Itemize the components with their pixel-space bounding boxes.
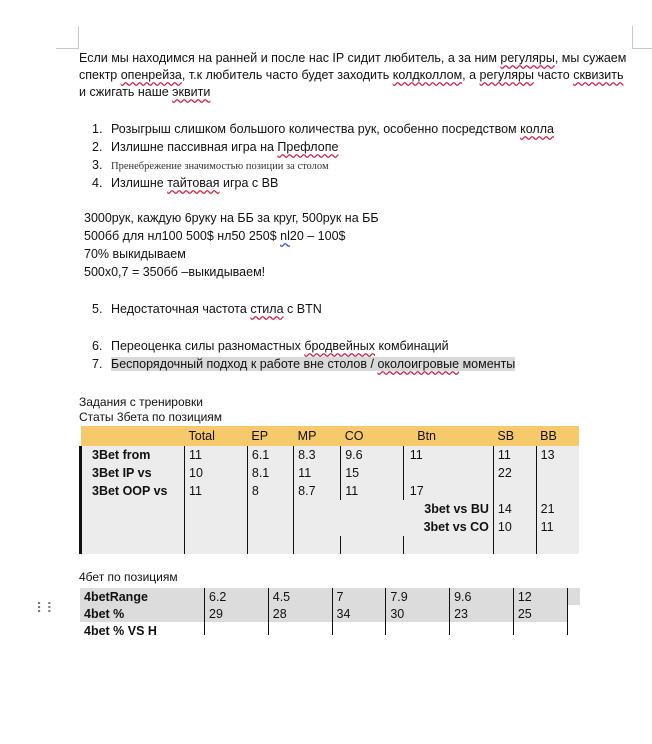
header-cell: BB: [536, 426, 579, 446]
threebet-table: [79, 426, 579, 554]
spell-word[interactable]: сквизить: [573, 68, 624, 82]
table-cell[interactable]: 8.7: [294, 482, 341, 500]
table-cell[interactable]: [567, 605, 580, 622]
table-row: [81, 518, 580, 536]
intro-text: часто: [533, 68, 574, 82]
table-cell[interactable]: 17: [403, 482, 493, 500]
spell-word[interactable]: эквити: [172, 85, 211, 99]
list-item[interactable]: 2. Излишне пассивная игра на Префлопе: [92, 140, 339, 154]
spell-word[interactable]: регуляры: [479, 68, 534, 82]
table-cell[interactable]: 14: [493, 500, 536, 518]
drag-handle-icon[interactable]: ⠇⠇: [36, 600, 57, 616]
intro-text: , а: [462, 68, 480, 82]
table-cell[interactable]: 11: [294, 464, 341, 482]
table-cell[interactable]: 11: [185, 446, 248, 464]
intro-text: , т.к любитель часто будет заходить: [181, 68, 393, 82]
table-cell[interactable]: [536, 482, 579, 500]
table-cell[interactable]: [493, 482, 536, 500]
table-cell[interactable]: 34: [332, 605, 386, 622]
table-cell[interactable]: 11: [341, 482, 404, 500]
header-cell: CO: [341, 426, 404, 446]
table-cell[interactable]: 10: [185, 464, 248, 482]
table-cell[interactable]: 11: [536, 518, 579, 536]
table-cell[interactable]: 28: [268, 605, 332, 622]
table-row: 4betRange 6.2 4.5 7 7.9 9.6 12: [80, 588, 580, 605]
list-item[interactable]: 7. Беспорядочный подход к работе вне столов / околоигровые моменты: [92, 357, 516, 371]
table-row: 3Bet from 11 6.1 8.3 9.6 11 11 13: [81, 446, 580, 464]
page-corner-mark-right: [632, 26, 652, 49]
training-caption: Задания с тренировки: [79, 395, 203, 409]
table-row: [81, 536, 580, 554]
mistakes-list-1: [92, 120, 554, 192]
table-row: 4bet % VS H: [80, 622, 580, 635]
header-cell: Btn: [403, 426, 493, 446]
table-cell[interactable]: 9.6: [450, 588, 514, 605]
table-row: [81, 500, 580, 518]
table-row: 3Bet IP vs 10 8.1 11 15 22: [81, 464, 580, 482]
stats-caption: Статы 3бета по позициям: [79, 410, 223, 424]
table-cell[interactable]: 22: [493, 464, 536, 482]
header-cell: SB: [493, 426, 536, 446]
table-cell[interactable]: 23: [450, 605, 514, 622]
table-cell[interactable]: 9.6: [341, 446, 404, 464]
table-cell[interactable]: 6.1: [247, 446, 293, 464]
calc-line-2: 500бб для нл100 500$ нл50 250$ nl20 – 100$: [84, 229, 346, 243]
calc-line-1: 3000рук, каждую 6руку на ББ за круг, 500рук на ББ: [84, 211, 379, 225]
table-cell[interactable]: [403, 464, 493, 482]
table-cell[interactable]: 11: [493, 446, 536, 464]
list-item[interactable]: 5. Недостаточная частота стила с BTN: [92, 302, 322, 316]
header-cell: Total: [185, 426, 248, 446]
table-cell[interactable]: 13: [536, 446, 579, 464]
table-cell[interactable]: 8: [247, 482, 293, 500]
page-corner-mark-left: [56, 26, 79, 49]
table-cell[interactable]: 4.5: [268, 588, 332, 605]
intro-text: , мы сужаем спектр: [79, 51, 627, 82]
table-cell[interactable]: 6.2: [205, 588, 269, 605]
header-cell: EP: [247, 426, 293, 446]
row-label: 3bet vs BU: [341, 500, 494, 518]
table-cell[interactable]: 10: [493, 518, 536, 536]
table-cell[interactable]: 29: [205, 605, 269, 622]
table-cell[interactable]: 11: [403, 446, 493, 464]
table-cell[interactable]: 30: [386, 605, 450, 622]
spell-word[interactable]: колдколлом: [392, 68, 463, 82]
calc-line-3: 70% выкидываем: [84, 247, 186, 261]
mistakes-list-3: [92, 337, 515, 373]
list-item[interactable]: 4. Излишне тайтовая игра с ВВ: [92, 176, 279, 190]
table-cell[interactable]: 7.9: [386, 588, 450, 605]
spell-word[interactable]: регуляры: [500, 51, 555, 65]
row-label: 3bet vs CO: [341, 518, 494, 536]
fourbet-caption: 4бет по позициям: [79, 570, 178, 584]
table-row: 4bet % 29 28 34 30 23 25: [80, 605, 580, 622]
fourbet-table: [80, 588, 580, 635]
fourbet-table-clip: [80, 588, 580, 635]
spell-word[interactable]: опенрейза: [120, 68, 182, 82]
list-item[interactable]: 3. Пренебрежение значимостью позиции за столом: [92, 158, 329, 172]
intro-text: Если мы находимся на ранней и после нас IP сидит любитель, а за ним: [79, 51, 501, 65]
table-cell[interactable]: 11: [185, 482, 248, 500]
list-item[interactable]: 6. Переоценка силы разномастных бродвейных комбинаций: [92, 339, 449, 353]
intro-paragraph: [79, 50, 631, 101]
table-cell[interactable]: 25: [513, 605, 567, 622]
header-cell: MP: [294, 426, 341, 446]
table-cell[interactable]: 8.3: [294, 446, 341, 464]
table-cell[interactable]: 12: [513, 588, 567, 605]
table-cell[interactable]: [567, 588, 580, 605]
calc-line-4: 500х0,7 = 350бб –выкидываем!: [84, 265, 266, 279]
table-cell[interactable]: 21: [536, 500, 579, 518]
table-cell[interactable]: 7: [332, 588, 386, 605]
table-header-row: [81, 426, 580, 446]
intro-text: и сжигать наше: [79, 85, 173, 99]
table-cell[interactable]: 8.1: [247, 464, 293, 482]
table-cell[interactable]: 15: [341, 464, 404, 482]
list-item[interactable]: 1. Розыгрыш слишком большого количества рук, особенно посредством колла: [92, 122, 554, 136]
table-row: 3Bet OOP vs 11 8 8.7 11 17: [81, 482, 580, 500]
mistakes-list-2: [92, 300, 322, 318]
table-cell[interactable]: [536, 464, 579, 482]
